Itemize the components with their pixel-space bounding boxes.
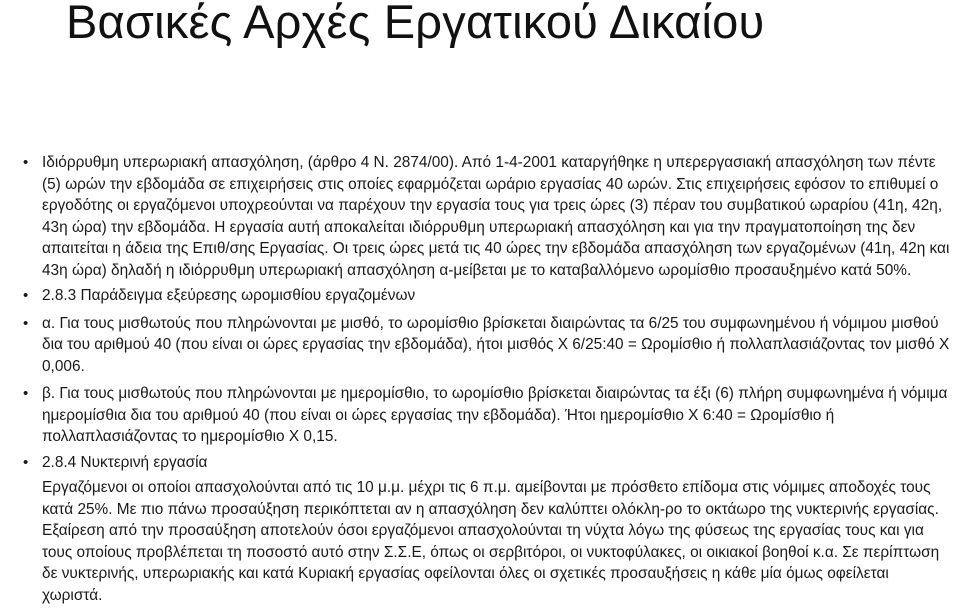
list-item-text: 2.8.4 Νυκτερινή εργασία xyxy=(42,453,208,471)
list-item-text: Ιδιόρρυθμη υπερωριακή απασχόληση, (άρθρο 4 Ν. 2874/00). Από 1-4-2001 καταργήθηκε η υπερεργασιακή απασχόληση των πέντε (5) ωρών την εβδομάδα σε επιχειρήσεις στις οποίες εφαρμόζεται ωράριο εργασίας 40 ωρών. Στις επιχειρήσεις εφόσον το επιθυμεί ο εργοδότης οι εργαζόμενοι υποχρεούνται να παρέχουν την εργασία τους για τρεις ώρες (3) πέραν του συμβατικού ωραρίου (41η, 42η, 43η ώρα) την εβδομάδα. Η εργασία αυτή αποκαλείται ιδιόρρυθμη υπερωριακή απασχόληση και για την πραγματοποίηση της δεν απαιτείται η άδεια της Επιθ/σης Εργασίας. Οι τρεις ώρες μετά τις 40 ώρες την εβδομάδα απασχόληση των εργαζομένων (41η, 42η και 43η ώρα) δηλαδή η ιδιόρρυθμη υπερωριακή απασχόληση α-μείβεται με το καταβαλλόμενο ωρομίσθιο προσαυξημένο κατά 50%. xyxy=(42,154,950,279)
list-item-text: 2.8.3 Παράδειγμα εξεύρεσης ωρομισθίου εργαζομένων xyxy=(42,287,416,304)
paragraph xyxy=(23,477,951,606)
list-item xyxy=(23,452,951,474)
bullet-icon: • xyxy=(23,287,29,304)
list-item xyxy=(23,383,951,448)
slide-title: Βασικές Αρχές Εργατικού Δικαίου xyxy=(66,0,765,48)
bullet-list xyxy=(23,152,951,610)
list-item-text: β. Για τους μισθωτούς που πληρώνονται με ημερομίσθιο, το ωρομίσθιο βρίσκεται διαιρώντας τα έξι (6) πλήρη συμφωνημένα ή νόμιμα ημερομίσθια δια του αριθμού 40 (που είναι οι ώρες εργασίας την εβδομάδα). Ήτοι ημερομίσθιο Χ 6:40 = Ωρομίσθιο ή πολλαπλασιάζοντας το ημερομίσθιο Χ 0,15. xyxy=(42,385,948,445)
bullet-icon: • xyxy=(23,314,29,332)
list-item xyxy=(23,152,951,281)
bullet-icon: • xyxy=(23,453,29,471)
paragraph-text: Εργαζόμενοι οι οποίοι απασχολούνται από τις 10 μ.μ. μέχρι τις 6 π.μ. αμείβονται με πρόσθετο επίδομα στις νόμιμες αποδοχές τους κατά 25%. Με πιο πάνω προσαύξηση περικόπτεται αν η απασχόληση δεν καλύπτει ολόκλη-ρο το οκτάωρο της νυκτερινής εργασίας. Εξαίρεση από την προσαύξηση αποτελούν όσοι εργαζόμενοι απασχολούνται τη νύχτα λόγω της φύσεως της εργασίας τους και για τους οποίους προβλέπεται τη ποσοστό αυτό στην Σ.Σ.Ε, όπως οι σερβιτόροι, οι νυκτοφύλακες, οι οικιακοί βοηθοί κ.α. Σε περίπτωση δε νυκτερινής, υπερωριακής και κατά Κυριακή εργασίας οφείλονται όλες οι σχετικές προσαυξήσεις η κάθε μία όμως οφείλεται χωριστά. xyxy=(42,479,940,604)
list-item-text: α. Για τους μισθωτούς που πληρώνονται με μισθό, το ωρομίσθιο βρίσκεται διαιρώντας τα 6/25 του συμφωνημένου ή νόμιμου μισθού δια του αριθμού 40 (που είναι οι ώρες εργασίας την εβδομάδα), ήτοι μισθός Χ 6/25:40 = Ωρομίσθιο ή πολλαπλασιάζοντας τον μισθό Χ 0,006. xyxy=(42,314,950,375)
bullet-icon: • xyxy=(23,154,29,171)
list-item xyxy=(23,285,951,307)
bullet-icon: • xyxy=(23,385,29,402)
list-item xyxy=(23,313,951,378)
